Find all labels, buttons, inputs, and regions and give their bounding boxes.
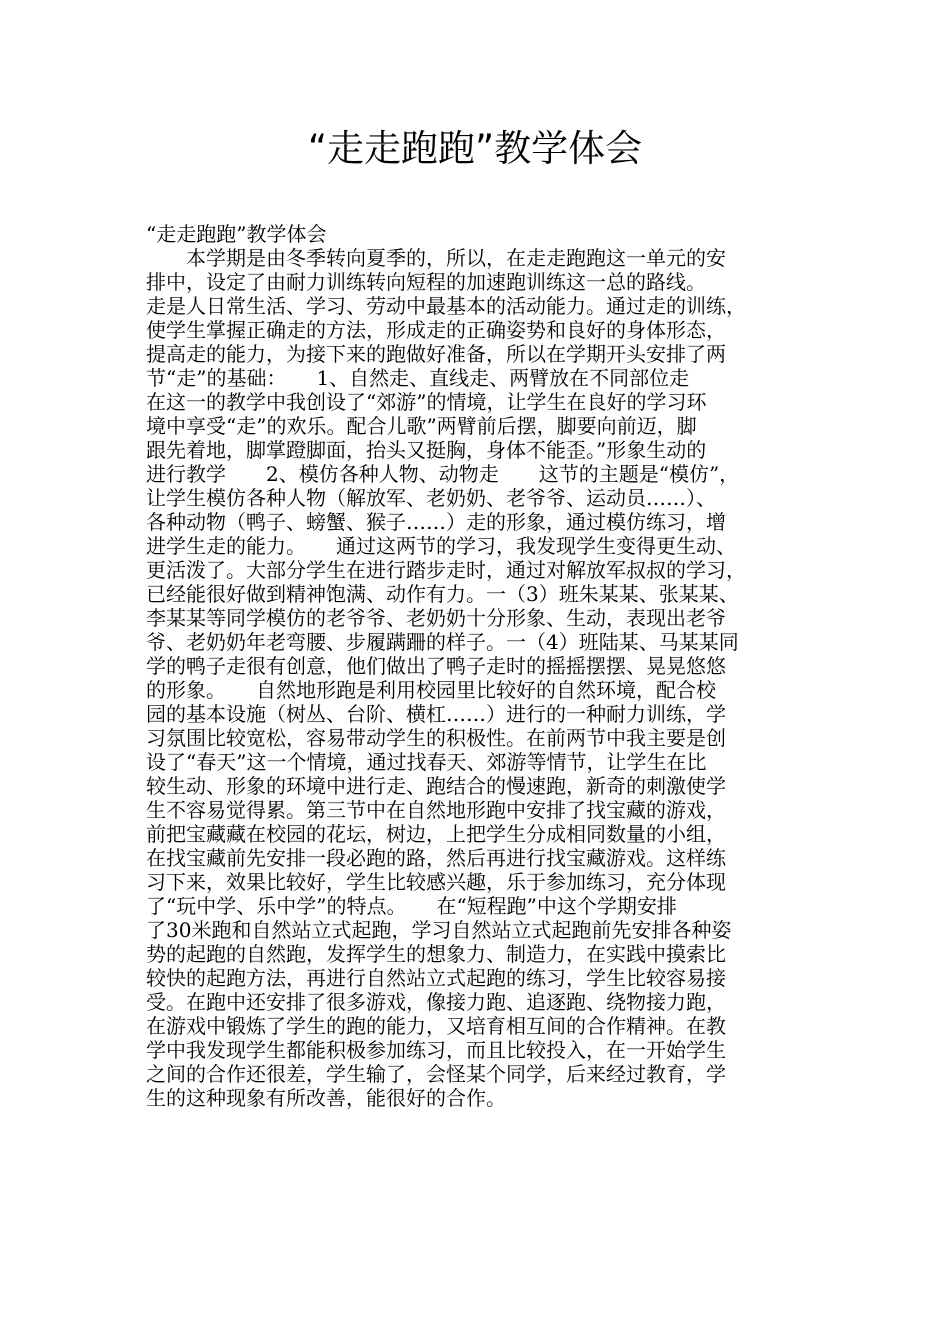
body-text-line: 前把宝藏藏在校园的花坛，树边，上把学生分成相同数量的小组， [146,822,726,846]
body-text-line: 园的基本设施（树丛、台阶、横杠……）进行的一种耐力训练，学 [146,702,726,726]
body-text-line: 生不容易觉得累。第三节中在自然地形跑中安排了找宝藏的游戏， [146,798,726,822]
body-text-line: 学中我发现学生都能积极参加练习，而且比较投入，在一开始学生 [146,1038,726,1062]
body-text-line: 在这一的教学中我创设了“郊游”的情境，让学生在良好的学习环 [146,390,707,414]
body-text-line: 走是人日常生活、学习、劳动中最基本的活动能力。通过走的训练， [146,294,746,318]
body-text-line: 排中，设定了由耐力训练转向短程的加速跑训练这一总的路线。 [146,270,706,294]
body-text-line: 生的这种现象有所改善，能很好的合作。 [146,1086,506,1110]
body-text-line: 进行教学 2、模仿各种人物、动物走 这节的主题是“模仿”， [146,462,740,486]
body-text-line: 受。在跑中还安排了很多游戏，像接力跑、追逐跑、绕物接力跑， [146,990,726,1014]
body-text-line: 让学生模仿各种人物（解放军、老奶奶、老爷爷、运动员……）、 [146,486,716,510]
body-text-line: 李某某等同学模仿的老爷爷、老奶奶十分形象、生动，表现出老爷 [146,606,726,630]
body-text-line: 较快的起跑方法，再进行自然站立式起跑的练习，学生比较容易接 [146,966,726,990]
body-text-line: 跟先着地，脚掌蹬脚面，抬头又挺胸，身体不能歪。”形象生动的 [146,438,707,462]
document-body [146,222,822,1110]
body-text-line: 境中享受“走”的欢乐。配合儿歌”两臂前后摆，脚要向前迈，脚 [146,414,697,438]
body-text-line: 在找宝藏前先安排一段必跑的路，然后再进行找宝藏游戏。这样练 [146,846,726,870]
body-text-line: 之间的合作还很差，学生输了，会怪某个同学，后来经过教育，学 [146,1062,726,1086]
body-text-line: 进学生走的能力。 通过这两节的学习，我发现学生变得更生动、 [146,534,736,558]
body-text-line: 已经能很好做到精神饱满、动作有力。一（3）班朱某某、张某某、 [146,582,739,606]
body-text-line: 节“走”的基础： 1、自然走、直线走、两臂放在不同部位走 [146,366,690,390]
body-text-line: 爷、老奶奶年老弯腰、步履蹒跚的样子。一（4）班陆某、马某某同 [146,630,739,654]
body-text-line: 设了“春天”这一个情境，通过找春天、郊游等情节，让学生在比 [146,750,707,774]
body-text-line: 习下来，效果比较好，学生比较感兴趣，乐于参加练习，充分体现 [146,870,726,894]
body-text-line: 使学生掌握正确走的方法，形成走的正确姿势和良好的身体形态， [146,318,726,342]
body-text-line: 较生动、形象的环境中进行走、跑结合的慢速跑，新奇的刺激使学 [146,774,726,798]
body-text-line: 习氛围比较宽松，容易带动学生的积极性。在前两节中我主要是创 [146,726,726,750]
body-text-line: 各种动物（鸭子、螃蟹、猴子……）走的形象，通过模仿练习，增 [146,510,726,534]
body-text-line: 的形象。 自然地形跑是利用校园里比较好的自然环境，配合校 [146,678,716,702]
body-text-line: 更活泼了。大部分学生在进行踏步走时，通过对解放军叔叔的学习， [146,558,746,582]
body-text-line: 了“玩中学、乐中学”的特点。 在“短程跑”中这个学期安排 [146,894,677,918]
body-text-line: 本学期是由冬季转向夏季的，所以，在走走跑跑这一单元的安 [146,246,726,270]
body-heading-line: “走走跑跑”教学体会 [146,222,327,246]
body-text-line: 在游戏中锻炼了学生的跑的能力，又培育相互间的合作精神。在教 [146,1014,726,1038]
document-title: “走走跑跑”教学体会 [307,127,643,170]
body-text-line: 了30米跑和自然站立式起跑，学习自然站立式起跑前先安排各种姿 [146,918,732,942]
body-text-line: 势的起跑的自然跑，发挥学生的想象力、制造力，在实践中摸索比 [146,942,726,966]
body-text-line: 学的鸭子走很有创意，他们做出了鸭子走时的摇摇摆摆、晃晃悠悠 [146,654,726,678]
body-text-line: 提高走的能力，为接下来的跑做好准备，所以在学期开头安排了两 [146,342,726,366]
